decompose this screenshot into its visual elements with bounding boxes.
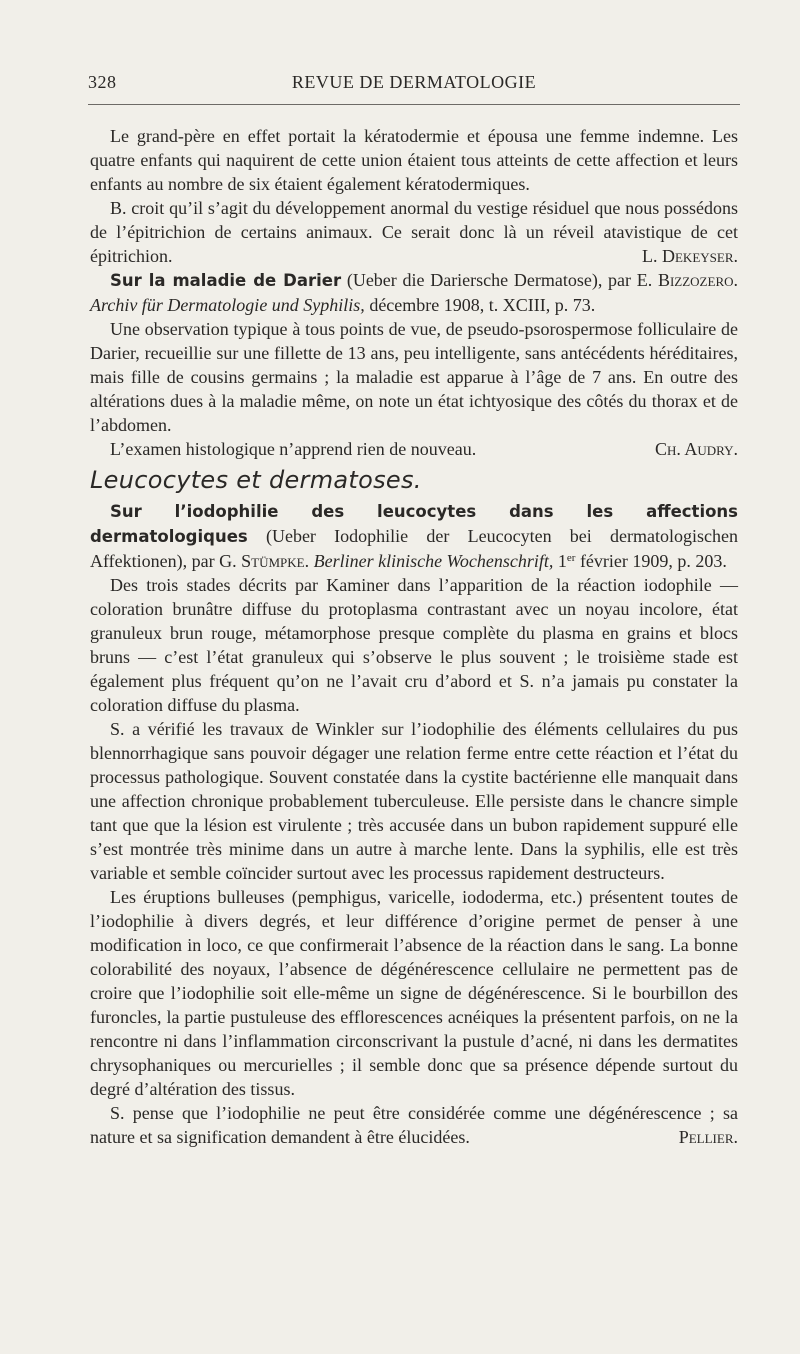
- article-body: [90, 124, 738, 1149]
- reference-date-rest: février 1909, p. 203.: [575, 551, 727, 571]
- running-title: REVUE DE DERMATOLOGIE: [291, 72, 537, 92]
- reference-title: Sur l’iodophilie des leucocytes dans les affections dermatologiques: [90, 502, 738, 546]
- reference-author: Bizzozero.: [657, 270, 738, 290]
- paragraph: Une observation typique à tous points de vue, de pseudo-psorospermose folliculaire de Darier, recueillie sur une fillette de 13 ans, peu intelligente, sans antécédents héréditaires, mais fille de cousins germains ; la maladie est apparue à l’âge de 7 ans. En outre des altérations dues à la maladie même, on note un état ichtyosique des côtés du thorax et de l’abdomen.: [90, 319, 738, 435]
- reference-journal: Berliner klinische Wochenschrift,: [313, 551, 554, 571]
- reference-entry: [90, 499, 738, 573]
- page-number: 328: [88, 72, 117, 92]
- paragraph: S. a vérifié les travaux de Winkler sur l’iodophilie des éléments cellulaires du pus blennorrhagique sans pouvoir dégager une relation ferme entre cette réaction et l’état du processus pathologique. Souvent constatée dans la cystite bactérienne elle manquait dans une affection chronique probablement tuberculeuse. Elle persiste dans le chancre simple tant que que la lésion est virulente ; très accusée dans un bubon rapidement suppuré elle s’est montrée très minime dans un autre à marche lente. Dans la syphilis, elle est très variable et semble coïncider surtout avec les processus rapidement destructeurs.: [90, 719, 738, 883]
- paragraph: [90, 1101, 738, 1149]
- reference-author: Stümpke.: [241, 551, 310, 571]
- section-title: Leucocytes et dermatoses.: [90, 466, 422, 494]
- reference-details: décembre 1908, t. XCIII, p. 73.: [364, 295, 596, 315]
- reference-entry: [90, 268, 738, 317]
- paragraph: Des trois stades décrits par Kaminer dans l’apparition de la réaction iodophile — coloration brunâtre diffuse du protoplasma contrastant avec un noyau incolore, état granuleux brun rouge, métamorphose presque complète du plasma en grains et blocs bruns — c’est l’état granuleux qui s’observe le plus souvent ; le troisième stade est également plus fréquent qu’on ne l’avait cru d’abord et S. n’a jamais pu constater la coloration diffuse du plasma.: [90, 575, 738, 715]
- paragraph-text: S. pense que l’iodophilie ne peut être considérée comme une dégénérescence ; sa nature et sa signification demandent à être élucidées.: [90, 1103, 738, 1147]
- header-rule: [88, 104, 740, 105]
- reference-journal: Archiv für Dermatologie und Syphilis,: [90, 295, 365, 315]
- reference-date: 1: [553, 551, 567, 571]
- author-signature: Pellier.: [678, 1127, 738, 1147]
- paragraph: Le grand-père en effet portait la kératodermie et épousa une femme indemne. Les quatre enfants qui naquirent de cette union étaient tous atteints de cette affection et leurs enfants au nombre de six étaient également kératodermiques.: [90, 126, 738, 194]
- paragraph: [90, 437, 738, 461]
- author-signature: L. Dekeyser.: [642, 246, 738, 266]
- reference-subtitle: (Ueber die Dariersche Dermatose), par E.: [341, 270, 658, 290]
- reference-date-superscript: er: [566, 552, 576, 564]
- page-header: [88, 72, 740, 98]
- paragraph-text: L’examen histologique n’apprend rien de nouveau.: [110, 439, 477, 459]
- paragraph-text: B. croit qu’il s’agit du développement anormal du vestige résiduel que nous possédons de l’épitrichion de certains animaux. Ce serait donc là un réveil atavistique de cet épitrichion.: [90, 198, 738, 266]
- paragraph: Les éruptions bulleuses (pemphigus, varicelle, iododerma, etc.) présentent toutes de l’iodophilie à divers degrés, et leur différence d’origine permet de penser à une modification in loco, ce que confirmerait l’absence de la réaction dans le sang. La bonne colorabilité des noyaux, l’absence de dégénérescence cellulaire ne permettent pas de croire que l’iodophilie soit elle-même un signe de dégénérescence. Si le bourbillon des furoncles, la partie pustuleuse des efflorescences acnéiques la présentent parfois, on ne la rencontre ni dans l’inflammation circonscrivant la pustule d’acné, ni dans les dermatites chrysophaniques ou mercurielles ; il semble donc que sa présence dépende surtout du degré d’altération des tissus.: [90, 887, 738, 1099]
- author-signature: Ch. Audry.: [654, 439, 738, 459]
- reference-subtitle: (Ueber Iodophilie der Leucocyten bei dermatologischen Affektionen), par G.: [90, 526, 738, 571]
- reference-title: Sur la maladie de Darier: [110, 271, 342, 290]
- paragraph: [90, 196, 738, 268]
